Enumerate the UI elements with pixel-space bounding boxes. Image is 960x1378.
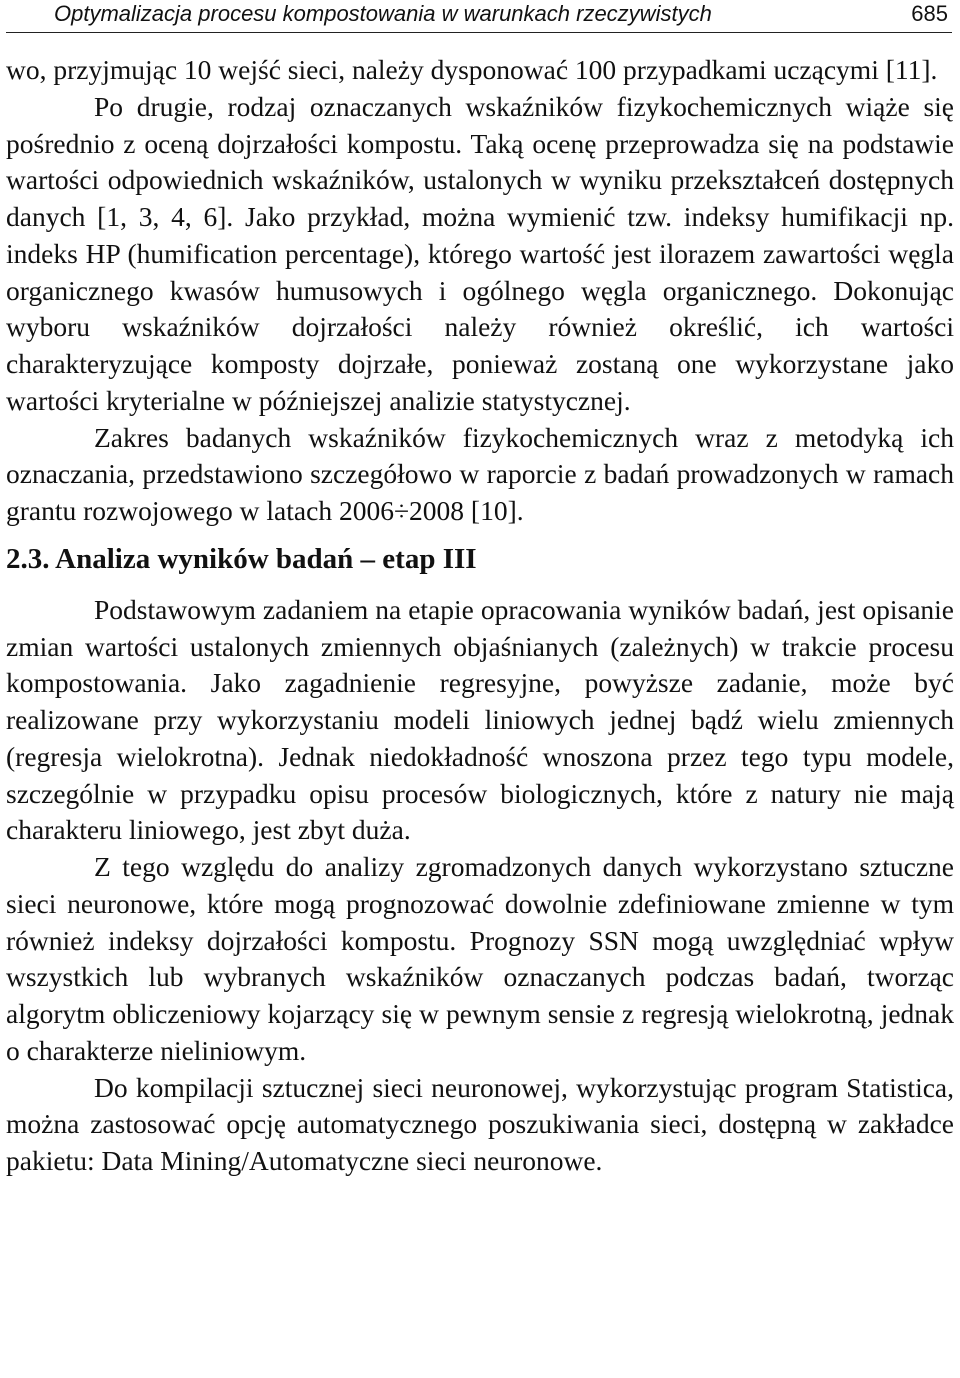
running-title: Optymalizacja procesu kompostowania w warunkach rzeczywistych [54,1,712,26]
paragraph: Zakres badanych wskaźników fizykochemicznych wraz z metodyką ich oznaczania, przedstawiono szczegółowo w raporcie z badań prowadzonych w ramach grantu rozwojowego w latach 2006÷2008 [10]. [6,421,954,526]
body-text [6,52,954,1180]
section-heading: 2.3. Analiza wyników badań – etap III [6,542,477,575]
paragraph: Po drugie, rodzaj oznaczanych wskaźników fizykochemicznych wiąże się pośrednio z oceną dojrzałości kompostu. Taką ocenę przeprowadza się na podstawie wartości odpowiednich wskaźników, ustalonych w wyniku przekształceń dostępnych danych [1, 3, 4, 6]. Jako przykład, można wymienić tzw. indeksy humifikacji np. indeks HP (humification percentage), którego wartość jest ilorazem zawartości węgla organicznego kwasów humusowych i ogólnego węgla organicznego. Dokonując wyboru wskaźników dojrzałości należy również określić, ich wartości charakteryzujące komposty dojrzałe, ponieważ zostaną one wykorzystane jako wartości kryterialne w późniejszej analizie statystycznej. [6,90,954,416]
paragraph: Do kompilacji sztucznej sieci neuronowej, wykorzystując program Statistica, można zastosować opcję automatycznego poszukiwania sieci, dostępną w zakładce pakietu: Data Mining/Automatyczne sieci neuronowe. [6,1071,954,1176]
running-header [6,0,952,33]
paragraph: Podstawowym zadaniem na etapie opracowania wyników badań, jest opisanie zmian wartości ustalonych zmiennych objaśnianych (zależnych) w trakcie procesu kompostowania. Jako zagadnienie regresyjne, powyższe zadanie, może być realizowane przy wykorzystaniu modeli liniowych jednej bądź wielu zmiennych (regresja wielokrotna). Jednak niedokładność wnoszona przez tego typu modele, szczególnie w przypadku opisu procesów biologicznych, które z natury nie mają charakteru liniowego, jest zbyt duża. [6,593,954,846]
paragraph: Z tego względu do analizy zgromadzonych danych wykorzystano sztuczne sieci neuronowe, które mogą prognozować dowolnie zdefiniowane zmienne w tym również indeksy dojrzałości kompostu. Prognozy SSN mogą uwzględniać wpływ wszystkich lub wybranych wskaźników oznaczanych podczas badań, tworząc algorytm obliczeniowy kojarzący się w pewnym sensie z regresją wielokrotną, jednak o charakterze nieliniowym. [6,851,954,1066]
paragraph-continuation: wo, przyjmując 10 wejść sieci, należy dysponować 100 przypadkami uczącymi [11]. [6,54,938,85]
page-number: 685 [911,1,948,26]
